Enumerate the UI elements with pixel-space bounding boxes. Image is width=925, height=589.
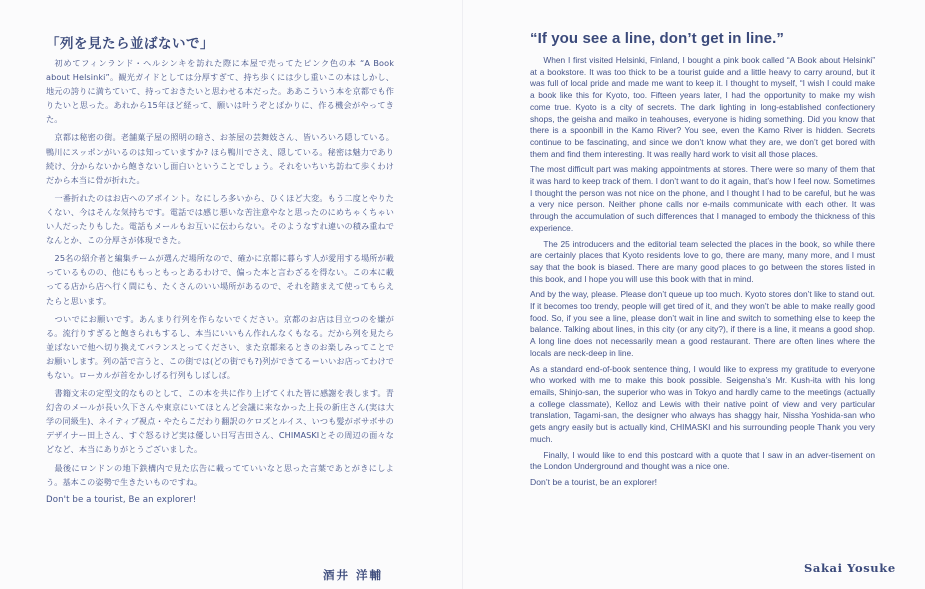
- afterword-body: [530, 55, 875, 493]
- paragraph: The most difficult part was making appointments at stores. There were so many of them that it was hard to keep track of them. I don’t want to do it again, that’s how I feel now. Sometimes I thought the person was not nice on the phone, and I thought I had to be careful, but he was a very nice person. Neither phone calls nor e-mails communicate with each other. It was through the accumulation of such differences that I managed to embody the thickness of this experience.: [530, 164, 875, 233]
- paragraph: The 25 introducers and the editorial team selected the places in the book, so while there are certainly places that Kyoto residents love to go, there are many, many more, and I must say that the book is biased. There are many good places to go between the stores listed in this book, and I hope you will use this book with that in mind.: [530, 238, 875, 284]
- paragraph: 一番折れたのはお店へのアポイント。なにしろ多いから、ひくほど大変。もう二度とやりたくない、今はそんな気持ちです。電話では感じ悪いな苦注意やなと思ったのにめちゃくちゃいい人だったりもした。電話もメールもお互いに伝わらない。そのようなすれ違いの積み重ねでなんとか、この分厚さが体現できた。: [46, 192, 394, 246]
- paragraph: When I first visited Helsinki, Finland, I bought a pink book called “A Book about Helsinki” at a bookstore. It was too thick to be a tourist guide and a little heavy to carry around, but it was full of local pride and made me want to keep it. I thought to myself, “I wish I could make a book like this for Kyoto, too. Fifteen years later, I had the opportunity to make my wish come true. Kyoto is a city of secrets. The dark lighting in long-established confectionery shops, the geisha and maiko in teahouses, everyone is hiding something. Did you know that there is a spoonbill in the Kamo River? You see, even the Kamo River is hidden. Secrets continue to be fascinating, and since we don’t know what they are, we don’t get bored with them and find them interesting. It was really hard work to visit all those places.: [530, 55, 875, 159]
- paragraph: As a standard end-of-book sentence thing, I would like to express my gratitude to everyone who worked with me to make this book possible. Seigensha’s Mr. Kush-ita with his long emails, Shinjo-san, the superior who was in Tokyo and hardly came to the meetings (actually a college classmate), Kelloz and Lewis with their native point of view and very particular translation, Tagami-san, the designer who always has shaggy hair, Nissha Yoshida-san who gets angry easily but is actually kind, CHIMASKI and his surrounding people Thank you very much.: [530, 363, 875, 444]
- paragraph: ついでにお願いです。あんまり行列を作らないでください。京都のお店は目立つのを嫌がる。流行りすぎると飽きられもするし、本当にいいもん作れんなくもなる。だから列を見たら並ばないで他へ切り換えてバランスとってください、また京都来るときのお楽しみってことでお願いします。列の話で言うと、この街では(どの街でも?)列ができてる＝いいお店ってわけでもない。ローカルが首をかしげる行列もしばしば。: [46, 313, 394, 380]
- paragraph: 最後にロンドンの地下鉄構内で見た広告に載ってていいなと思った言葉であとがきにしよう。基本この姿勢で生きたいものですね。: [46, 462, 394, 487]
- author-signature: 酒井 洋輔: [323, 568, 384, 582]
- paragraph: And by the way, please. Please don’t queue up too much. Kyoto stores don’t like to stand out. If it becomes too trendy, people will get tired of it, and they won’t be able to make really good food. So, if you see a line, please don’t wait in line and switch to something else to keep the balance. Talking about lines, in this city (or any city?), if there is a line, it means a good shop. A long line does not necessarily mean a good restaurant. There are often lines where the locals are neck-deep in line.: [530, 289, 875, 358]
- paragraph: 25名の紹介者と編集チームが選んだ場所なので、確かに京都に暮らす人が愛用する場所が載っているものの、他にももっともっとあるわけで、偏った本と言わざるを得ない。この本に載ってる店から店へ行く間にも、たくさんのいい場所があるので、それを踏まえて使ってもらえたらと思います。: [46, 253, 394, 306]
- english-afterword-page: [463, 0, 925, 589]
- page-title: “If you see a line, don’t get in line.”: [530, 30, 784, 47]
- paragraph: Finally, I would like to end this postcard with a quote that I saw in an adver-tisement on the London Underground and thought was a nice one.: [530, 449, 875, 472]
- afterword-body: [46, 56, 394, 511]
- page-title: 「列を見たら並ばないで」: [46, 36, 214, 52]
- author-signature: Sakai Yosuke: [804, 561, 896, 575]
- paragraph: 書籍文末の定型文的なものとして、この本を共に作り上げてくれた皆に感謝を表します。青幻舎のメールが長い久下さんや東京にいてほとんど会議に来なかった上長の新庄さん(実は大学の同級生)、ネイティブ視点・やたらこだわり翻訳のケロズとルイス、いつも髪がボサボサのデザイナー田上さん、すぐ怒るけど実は優しい日写吉田さん、CHIMASKIとその周辺の面々などなど、本当にありがとうございました。: [46, 388, 394, 455]
- japanese-afterword-page: [0, 0, 462, 589]
- closing-quote: Don't be a tourist, Be an explorer!: [46, 494, 197, 505]
- paragraph: 京都は秘密の街。老舗菓子屋の照明の暗さ、お茶屋の芸舞妓さん、皆いろいろ隠している。鴨川にスッポンがいるのは知っていますか? ほら鴨川でさえ、隠している。秘密は魅力であり続け、分からないから飽きないし面白いということでしょう。それをいちいち訪ねて歩くわけだから本当に骨が折れた。: [46, 132, 394, 185]
- paragraph: 初めてフィンランド・ヘルシンキを訪れた際に本屋で売ってたピンク色の本 “A Book about Helsinki”。観光ガイドとしては分厚すぎて、持ち歩くには少し重いこの本はしかし、地元の誇りに満ちていて、持っておきたいと思わせる本だった。ああこういう本を京都でも作りたいと思った。あれから15年ほど経って、願いは叶うぞとばかりに、作る機会がやってきた。: [46, 58, 394, 125]
- closing-quote: Don’t be a tourist, be an explorer!: [530, 476, 658, 487]
